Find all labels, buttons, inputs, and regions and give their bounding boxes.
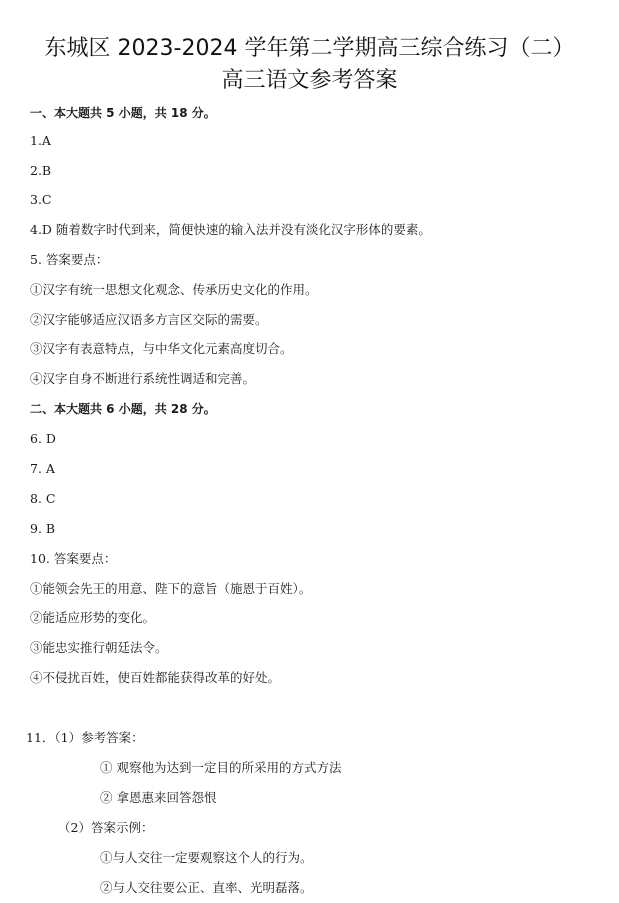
section1-heading: 一、本大题共 5 小题，共 18 分。 xyxy=(30,106,216,120)
answer-10-point: ③能忠实推行朝廷法令。 xyxy=(30,640,168,655)
answer-4: 4.D 随着数字时代到来，简便快速的输入法并没有淡化汉字形体的要素。 xyxy=(30,222,431,237)
answer-5-point: ③汉字有表意特点，与中华文化元素高度切合。 xyxy=(30,341,293,356)
answer-5-point: ①汉字有统一思想文化观念、传承历史文化的作用。 xyxy=(30,282,318,297)
answer-11-part2-item: ②与人交往要公正、直率、光明磊落。 xyxy=(100,880,313,895)
answer-1: 1.A xyxy=(30,133,51,148)
answer-10-point: ②能适应形势的变化。 xyxy=(30,610,156,625)
document-title-line2: 高三语文参考答案 xyxy=(221,68,398,93)
answer-5-label: 5. 答案要点： xyxy=(30,252,109,267)
answer-8: 8. C xyxy=(30,491,56,506)
answer-11-part1-label: 11．（1）参考答案： xyxy=(26,730,144,745)
section2-heading: 二、本大题共 6 小题，共 28 分。 xyxy=(30,402,216,416)
answer-10-point: ①能领会先王的用意、陛下的意旨（施恩于百姓）。 xyxy=(30,581,312,596)
answer-11-part1-item: ② 拿恩惠来回答怨恨 xyxy=(100,790,217,805)
answer-11-part2-item: ①与人交往一定要观察这个人的行为。 xyxy=(100,850,313,865)
answer-9: 9. B xyxy=(30,521,56,536)
answer-3: 3.C xyxy=(30,192,52,207)
document-title-line1: 东城区 2023-2024 学年第二学期高三综合练习（二） xyxy=(44,36,575,61)
answer-2: 2.B xyxy=(30,163,52,178)
answer-11-part2-label: （2）答案示例： xyxy=(58,820,154,835)
answer-10-label: 10. 答案要点： xyxy=(30,551,117,566)
answer-7: 7. A xyxy=(30,461,55,476)
answer-6: 6. D xyxy=(30,431,56,446)
answer-5-point: ②汉字能够适应汉语多方言区交际的需要。 xyxy=(30,312,268,327)
answer-11-part1-item: ① 观察他为达到一定目的所采用的方式方法 xyxy=(100,760,342,775)
answer-5-point: ④汉字自身不断进行系统性调适和完善。 xyxy=(30,371,256,386)
answer-10-point: ④不侵扰百姓，使百姓都能获得改革的好处。 xyxy=(30,670,281,685)
